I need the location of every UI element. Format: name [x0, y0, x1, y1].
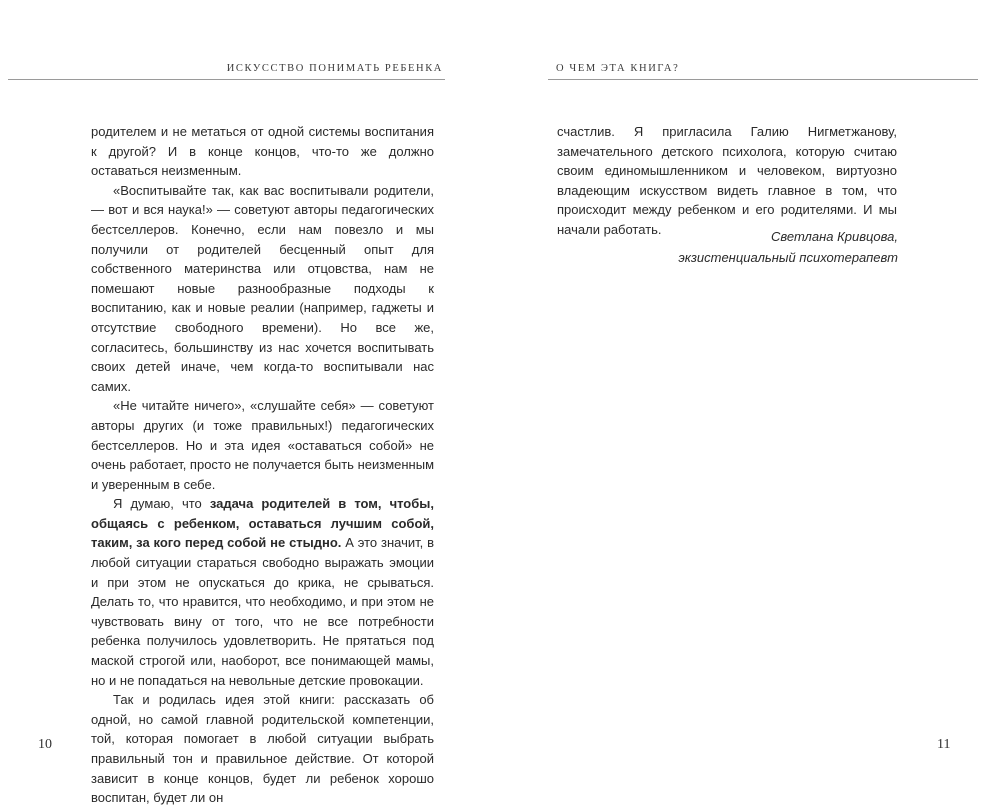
paragraph-3: «Не читайте ничего», «слушайте себя» — советуют авторы других (и тоже правильных!) педагогических бестселлеров. Но и эта идея «оставаться собой» не очень работает, просто не получается быть неизменным и уверенным в себе.: [91, 398, 435, 492]
right-paragraph: счастлив. Я пригласила Галию Нигметжанову, замечательного детского психолога, которую считаю своим единомышленником и человеком, виртуозно владеющим искусством видеть главное в том, что происходит между ребенком и его родителями. И мы начали работать.: [557, 124, 897, 237]
paragraph-4-tail: А это значит, в любой ситуации стараться свободно выражать эмоции и при этом не опускаться до крика, не срываться. Делать то, что нравится, что необходимо, и при этом не чувствовать вину от того, что не все потребности ребенка получилось удовлетворить. Не прятаться под маской строгой или, наоборот, все понимающей мамы, но и не попадаться на невольные детские провокации.: [91, 535, 434, 688]
right-running-head: О ЧЕМ ЭТА КНИГА?: [556, 63, 680, 74]
left-page-text: [91, 122, 434, 808]
right-page-number: 11: [937, 737, 951, 752]
left-header-rule: [8, 79, 445, 80]
right-header-rule: [548, 79, 978, 80]
paragraph-2: «Воспитывайте так, как вас воспитывали родители, — вот и вся наука!» — советуют авторы педагогических бестселлеров. Конечно, если нам повезло и мы получили от родителей бесценный опыт для собственного материнства или отцовства, нам не помешают новые разнообразные подходы к воспитанию, как и новые реалии (например, гаджеты и отсутствие свободного времени). Но все же, согласитесь, большинству из нас хочется воспитывать своих детей иначе, чем когда-то воспитывали нас самих.: [91, 182, 434, 394]
paragraph-4-emphasis: задача родителей в том, чтобы, общаясь с ребенком, оставаться лучшим собой, таким, за кого перед собой не стыдно.: [91, 496, 434, 551]
paragraph-4: [91, 494, 434, 690]
paragraph-4-lead: Я думаю, что: [113, 496, 210, 512]
author-signature: [678, 226, 898, 268]
paragraph-5: Так и родилась идея этой книги: рассказать об одной, но самой главной родительской компетенции, той, которая помогает в любой ситуации выбрать правильный тон и правильное действие. От которой зависит в конце концов, будет ли ребенок хорошо воспитан, будет ли он: [91, 692, 434, 806]
paragraph-1: родителем и не метаться от одной системы воспитания к другой? И в конце концов, что-то же должно оставаться неизменным.: [91, 124, 434, 179]
signature-name: Светлана Кривцова,: [771, 229, 898, 244]
left-running-head: ИСКУССТВО ПОНИМАТЬ РЕБЕНКА: [226, 63, 443, 74]
signature-title: экзистенциальный психотерапевт: [678, 250, 898, 265]
left-page-number: 10: [38, 737, 52, 752]
right-page-text: [557, 122, 897, 240]
